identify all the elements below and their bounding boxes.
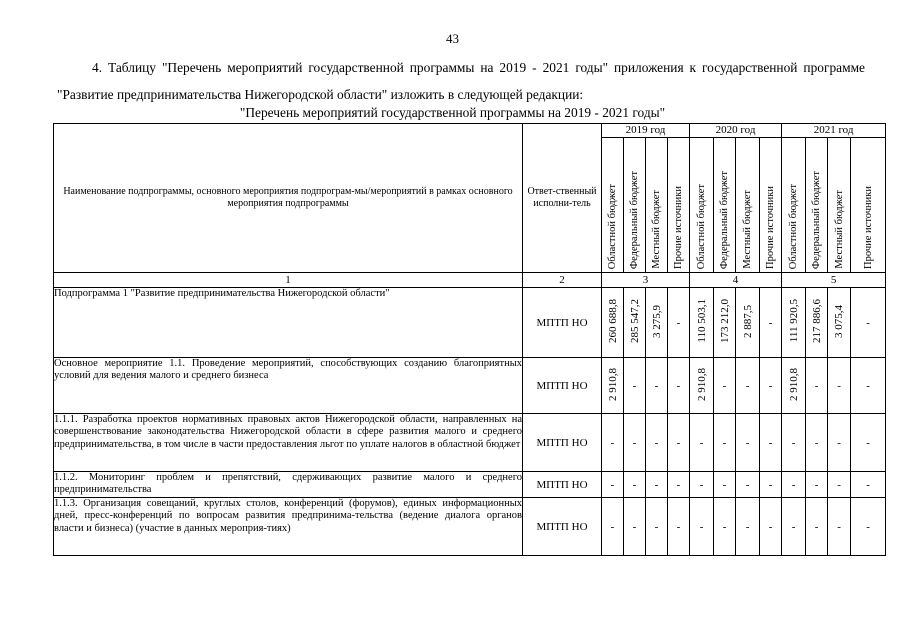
row-value-text: 260 688,8 <box>606 299 619 343</box>
row-value-text: - <box>722 520 727 533</box>
row-value <box>690 498 714 556</box>
row-value <box>602 472 624 498</box>
row-value <box>828 472 851 498</box>
row-value <box>646 472 668 498</box>
row-value-text: - <box>745 478 750 491</box>
row-value <box>851 358 886 414</box>
row-value-text: - <box>699 478 704 491</box>
row-responsible: МПТП НО <box>523 472 602 498</box>
row-value-text: - <box>610 436 615 449</box>
row-value <box>828 358 851 414</box>
row-value-text: - <box>610 520 615 533</box>
row-value <box>828 288 851 358</box>
row-value <box>668 358 690 414</box>
row-value-text: - <box>632 379 637 392</box>
row-value-text: - <box>768 520 773 533</box>
row-value-text: - <box>610 478 615 491</box>
row-value <box>602 358 624 414</box>
row-value <box>806 288 828 358</box>
row-value <box>602 498 624 556</box>
row-value <box>782 414 806 472</box>
header-source-label: Местный бюджет <box>742 190 754 269</box>
row-value-text: 2 910,8 <box>606 367 619 401</box>
row-value-text: - <box>722 436 727 449</box>
row-value-text: - <box>814 478 819 491</box>
header-source-other <box>851 138 886 273</box>
header-source-label: Прочие источники <box>673 186 685 269</box>
column-number-row <box>54 273 886 288</box>
table-row <box>54 358 886 414</box>
row-value <box>806 358 828 414</box>
row-responsible: МПТП НО <box>523 358 602 414</box>
row-value <box>714 414 736 472</box>
row-value-text: - <box>632 520 637 533</box>
row-value-text: - <box>837 478 841 491</box>
row-value-text: 285 547,2 <box>628 299 641 343</box>
row-value-text: - <box>866 520 870 533</box>
row-value <box>690 414 714 472</box>
table-row <box>54 498 886 556</box>
row-value-text: - <box>654 379 659 392</box>
row-value <box>851 498 886 556</box>
row-value-text: 3 075,4 <box>833 304 846 338</box>
row-value <box>690 358 714 414</box>
row-value-text: - <box>654 478 659 491</box>
row-value <box>646 498 668 556</box>
row-value <box>760 498 782 556</box>
row-value-text: - <box>768 379 773 392</box>
row-value-text: - <box>699 436 704 449</box>
row-value <box>646 358 668 414</box>
row-responsible: МПТП НО <box>523 414 602 472</box>
row-value-text: - <box>676 436 681 449</box>
row-value-text: - <box>745 436 750 449</box>
header-source-regional <box>690 138 714 273</box>
row-value <box>624 358 646 414</box>
row-value-text: - <box>654 520 659 533</box>
header-source-label: Прочие источники <box>862 186 874 269</box>
events-table <box>53 123 886 556</box>
row-name: 1.1.3. Организация совещаний, круглых столов, конференций (форумов), единых информационных дней, пресс-конференций по вопросам развития предпринима-тельства (ведение диалога органов власти и бизнеса) (участие в данных мероприя-тиях) <box>54 498 523 556</box>
header-source-label: Федеральный бюджет <box>629 170 640 269</box>
row-value-text: - <box>768 478 773 491</box>
header-source-federal <box>624 138 646 273</box>
row-value <box>714 288 736 358</box>
row-value-text: 173 212,0 <box>718 299 731 343</box>
row-value <box>646 288 668 358</box>
row-value-text: 3 275,9 <box>650 304 663 338</box>
row-value-text: - <box>837 436 841 449</box>
row-value-text: - <box>699 520 704 533</box>
row-value-text: - <box>654 436 659 449</box>
row-value <box>624 288 646 358</box>
column-number: 3 <box>602 273 690 288</box>
table-row <box>54 288 886 358</box>
header-source-label: Федеральный бюджет <box>811 170 823 269</box>
column-number: 4 <box>690 273 782 288</box>
header-source-label: Прочие источники <box>765 186 777 269</box>
row-value-text: 2 910,8 <box>787 367 800 401</box>
row-value <box>736 358 760 414</box>
header-source-label: Федеральный бюджет <box>719 170 731 269</box>
row-value <box>690 472 714 498</box>
row-value <box>760 358 782 414</box>
row-value-text: - <box>837 379 841 392</box>
row-value <box>624 414 646 472</box>
row-value <box>782 472 806 498</box>
row-value <box>806 498 828 556</box>
table-title: "Перечень мероприятий государственной программы на 2019 - 2021 годы" <box>239 105 666 120</box>
column-number: 2 <box>523 273 602 288</box>
row-value <box>851 288 886 358</box>
row-value <box>714 498 736 556</box>
row-value-text: 2 910,8 <box>695 367 708 401</box>
row-value <box>668 472 690 498</box>
row-responsible: МПТП НО <box>523 288 602 358</box>
row-value-text: - <box>676 316 681 329</box>
row-value-text: - <box>814 520 819 533</box>
header-name: Наименование подпрограммы, основного мероприятия подпрограм-мы/мероприятий в рамках основного мероприятия подпрограммы <box>54 124 523 273</box>
row-value <box>828 414 851 472</box>
row-value-text: 110 503,1 <box>695 299 708 343</box>
header-responsible: Ответ-ственный исполни-тель <box>523 124 602 273</box>
row-name: Подпрограмма 1 "Развитие предпринимательства Нижегородской области" <box>54 288 523 358</box>
row-value <box>806 472 828 498</box>
row-value <box>714 472 736 498</box>
row-value-text: - <box>722 478 727 491</box>
intro-paragraph: 4. Таблицу "Перечень мероприятий государственной программы на 2019 - 2021 годы" приложения к государственной программе "Развитие предпринимательства Нижегородской области" изложить в следующей редакции: <box>57 60 865 102</box>
row-value <box>851 414 886 472</box>
row-value <box>828 498 851 556</box>
row-value <box>736 498 760 556</box>
header-source-local <box>646 138 668 273</box>
row-responsible: МПТП НО <box>523 498 602 556</box>
row-value-text: - <box>866 478 870 491</box>
header-source-federal <box>714 138 736 273</box>
row-value <box>646 414 668 472</box>
row-name: 1.1.1. Разработка проектов нормативных правовых актов Нижегородской области, направленных на совершенствование законодательства Нижегородской области в сфере развития малого и среднего предпринимательства, в том числе в части предоставления льгот по уплате налогов в областной бюджет <box>54 414 523 472</box>
row-value <box>736 472 760 498</box>
header-year-2021: 2021 год <box>782 124 886 138</box>
row-value <box>714 358 736 414</box>
row-value-text: - <box>722 379 727 392</box>
row-value <box>668 414 690 472</box>
row-value <box>624 498 646 556</box>
header-source-local <box>828 138 851 273</box>
row-value-text: - <box>866 436 870 449</box>
row-value <box>760 414 782 472</box>
row-value-text: - <box>866 316 870 329</box>
row-value-text: - <box>676 478 681 491</box>
row-value-text: 217 886,6 <box>810 299 823 343</box>
row-value <box>624 472 646 498</box>
header-row-years <box>54 124 886 138</box>
row-value <box>760 288 782 358</box>
row-value <box>782 288 806 358</box>
header-source-local <box>736 138 760 273</box>
row-value <box>602 414 624 472</box>
row-value <box>602 288 624 358</box>
row-value-text: - <box>632 436 637 449</box>
row-value <box>736 288 760 358</box>
row-value-text: - <box>768 436 773 449</box>
row-value <box>851 472 886 498</box>
header-source-label: Местный бюджет <box>833 190 845 269</box>
row-value <box>690 288 714 358</box>
row-value <box>668 288 690 358</box>
row-value-text: 2 887,5 <box>741 304 754 338</box>
column-number: 1 <box>54 273 523 288</box>
row-value-text: - <box>791 436 796 449</box>
header-year-2020: 2020 год <box>690 124 782 138</box>
row-value-text: - <box>791 520 796 533</box>
header-source-label: Областной бюджет <box>788 183 800 269</box>
column-number: 5 <box>782 273 886 288</box>
row-value-text: - <box>814 379 819 392</box>
row-value-text: - <box>676 379 681 392</box>
table-row <box>54 472 886 498</box>
header-source-label: Местный бюджет <box>651 190 662 269</box>
header-source-federal <box>806 138 828 273</box>
row-value <box>760 472 782 498</box>
header-source-regional <box>602 138 624 273</box>
row-value-text: - <box>676 520 681 533</box>
table-body <box>54 273 886 556</box>
header-source-other <box>760 138 782 273</box>
table-row <box>54 414 886 472</box>
row-name: 1.1.2. Мониторинг проблем и препятствий, сдерживающих развитие малого и среднего предпринимательства <box>54 472 523 498</box>
header-source-other <box>668 138 690 273</box>
row-value <box>806 414 828 472</box>
header-source-label: Областной бюджет <box>607 183 618 269</box>
header-source-label: Областной бюджет <box>696 183 708 269</box>
row-value <box>782 358 806 414</box>
header-year-2019: 2019 год <box>602 124 690 138</box>
row-value <box>782 498 806 556</box>
row-value-text: - <box>632 478 637 491</box>
row-value-text: - <box>814 436 819 449</box>
row-value <box>668 498 690 556</box>
row-value-text: - <box>791 478 796 491</box>
row-value <box>736 414 760 472</box>
row-value-text: - <box>866 379 870 392</box>
row-value-text: 111 920,5 <box>787 299 800 343</box>
row-value-text: - <box>768 316 773 329</box>
row-value-text: - <box>745 520 750 533</box>
header-source-regional <box>782 138 806 273</box>
row-name: Основное мероприятие 1.1. Проведение мероприятий, способствующих созданию благоприятных условий для ведения малого и среднего бизнеса <box>54 358 523 414</box>
page-number: 43 <box>446 31 459 46</box>
row-value-text: - <box>837 520 841 533</box>
row-value-text: - <box>745 379 750 392</box>
